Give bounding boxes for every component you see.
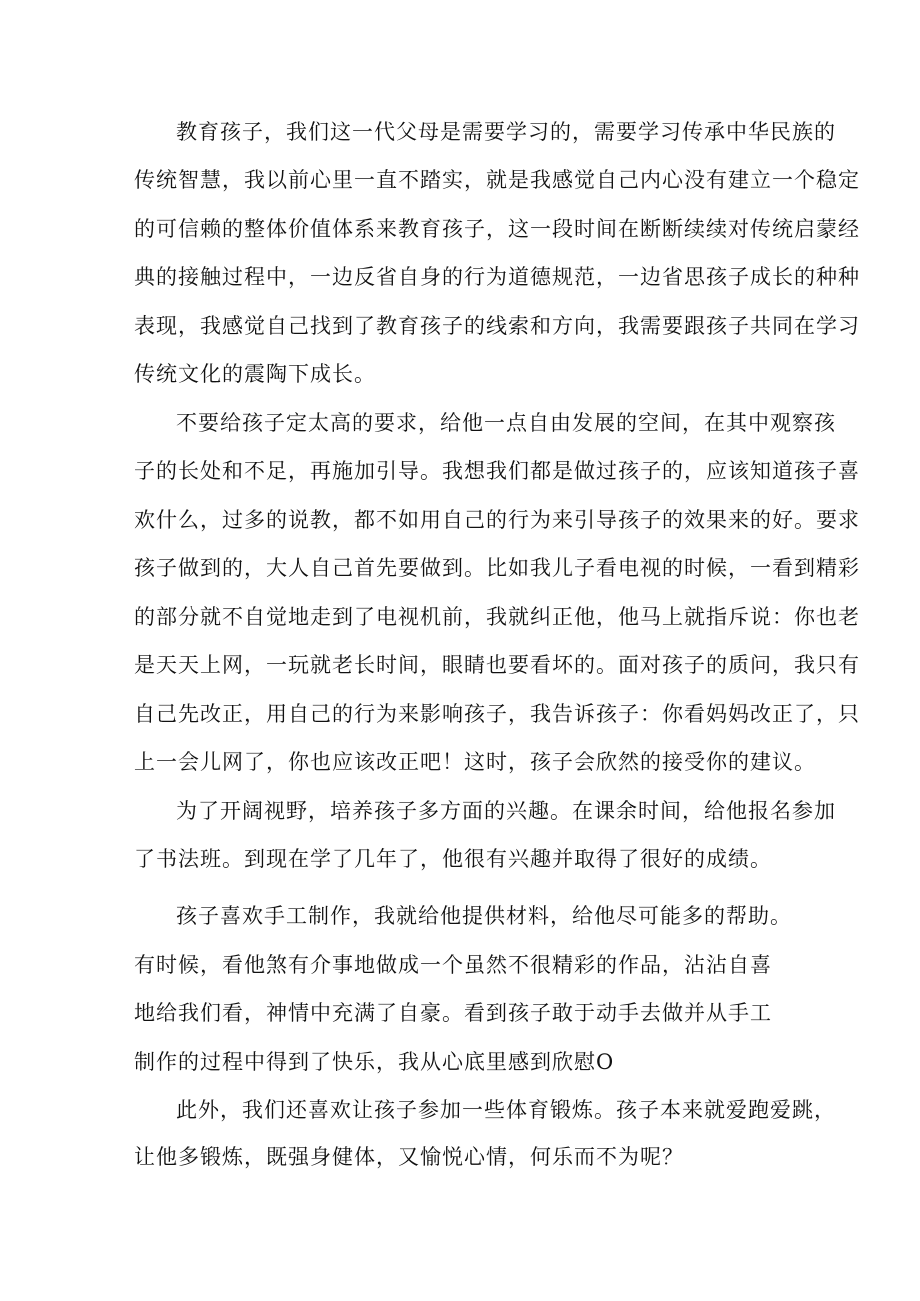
paragraph-1-line-3: 的可信赖的整体价值体系来教育孩子，这一段时间在断断续续对传统启蒙经 <box>134 217 860 241</box>
paragraph-3-line-2: 了书法班。到现在学了几年了，他很有兴趣并取得了很好的成绩。 <box>134 847 772 871</box>
paragraph-2-line-3: 欢什么，过多的说教，都不如用自己的行为来引导孩子的效果来的好。要求 <box>134 508 860 532</box>
paragraph-5-line-1: 此外，我们还喜欢让孩子参加一些体育锻炼。孩子本来就爱跑爱跳， <box>176 1098 836 1122</box>
paragraph-4-line-2: 有时候，看他煞有介事地做成一个虽然不很精彩的作品，沾沾自喜 <box>134 953 772 977</box>
paragraph-5-line-2: 让他多锻炼，既强身健体，又愉悦心情，何乐而不为呢？ <box>134 1145 684 1169</box>
paragraph-2-line-7: 自己先改正，用自己的行为来影响孩子，我告诉孩子：你看妈妈改正了，只 <box>134 702 860 726</box>
paragraph-4-line-1: 孩子喜欢手工制作，我就给他提供材料，给他尽可能多的帮助。 <box>176 904 792 928</box>
paragraph-2-line-1: 不要给孩子定太高的要求，给他一点自由发展的空间，在其中观察孩 <box>176 411 836 435</box>
paragraph-2-line-5: 的部分就不自觉地走到了电视机前，我就纠正他，他马上就指斥说：你也老 <box>134 605 860 629</box>
paragraph-2-line-4: 孩子做到的，大人自己首先要做到。比如我儿子看电视的时候，一看到精彩 <box>134 556 860 580</box>
paragraph-1-line-1: 教育孩子，我们这一代父母是需要学习的，需要学习传承中华民族的 <box>176 120 836 144</box>
paragraph-2-line-2: 子的长处和不足，再施加引导。我想我们都是做过孩子的，应该知道孩子喜 <box>134 459 860 483</box>
paragraph-4-line-4: 制作的过程中得到了快乐，我从心底里感到欣慰O <box>134 1050 615 1074</box>
paragraph-2-line-8: 上一会儿网了，你也应该改正吧！这时，孩子会欣然的接受你的建议。 <box>134 750 816 774</box>
paragraph-1-line-6: 传统文化的震陶下成长。 <box>134 362 376 386</box>
paragraph-4-line-3: 地给我们看，神情中充满了自豪。看到孩子敢于动手去做并从手工 <box>134 1001 772 1025</box>
paragraph-3-line-1: 为了开阔视野，培养孩子多方面的兴趣。在课余时间，给他报名参加 <box>176 799 836 823</box>
paragraph-2-line-6: 是天天上网，一玩就老长时间，眼睛也要看坏的。面对孩子的质问，我只有 <box>134 653 860 677</box>
paragraph-1-line-4: 典的接触过程中，一边反省自身的行为道德规范，一边省思孩子成长的种种 <box>134 265 860 289</box>
paragraph-1-line-2: 传统智慧，我以前心里一直不踏实，就是我感觉自己内心没有建立一个稳定 <box>134 168 860 192</box>
paragraph-1-line-5: 表现，我感觉自己找到了教育孩子的线索和方向，我需要跟孩子共同在学习 <box>134 314 860 338</box>
